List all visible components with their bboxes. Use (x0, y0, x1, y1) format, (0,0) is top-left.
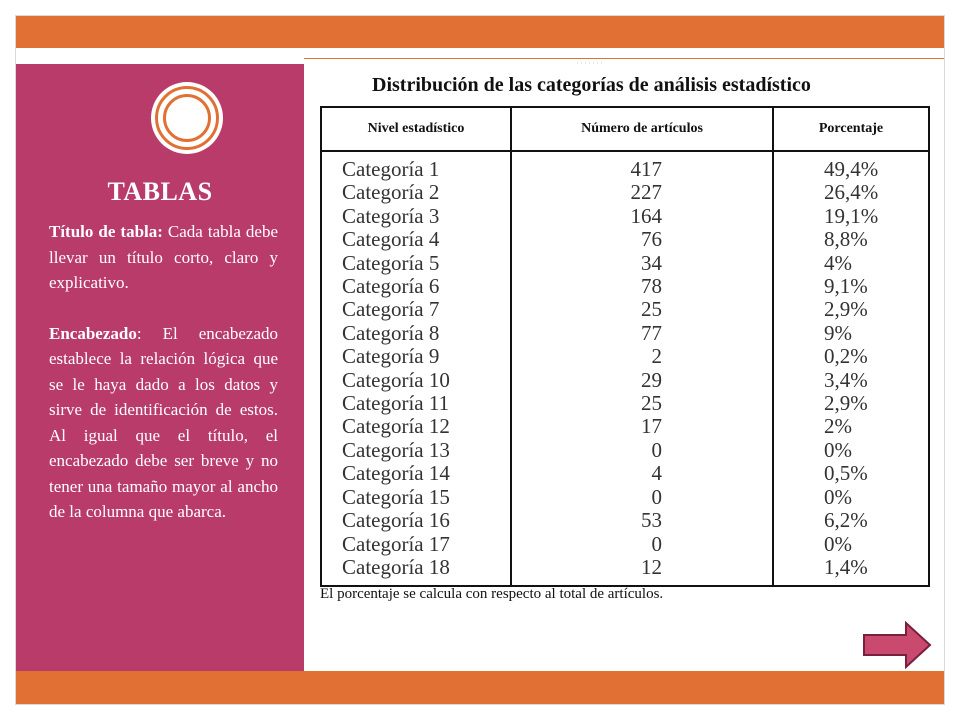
cell-percent: 3,4% (824, 367, 868, 392)
cell-count (511, 556, 773, 586)
cell-category: Categoría 3 (321, 205, 511, 228)
cell-percent: 2,9% (824, 391, 868, 416)
cell-count (511, 392, 773, 415)
cell-count (511, 275, 773, 298)
cell-category: Categoría 16 (321, 509, 511, 532)
cell-category: Categoría 1 (321, 151, 511, 181)
cell-count-value: 17 (641, 414, 662, 439)
cell-count (511, 322, 773, 345)
cell-count (511, 439, 773, 462)
cell-count (511, 252, 773, 275)
cell-count (511, 298, 773, 321)
cell-count-value: 164 (630, 203, 662, 228)
title-paragraph-text: Cada tabla debe llevar un título corto, claro y explicativo. (49, 222, 278, 292)
table-row (321, 462, 929, 485)
cell-count (511, 509, 773, 532)
cell-percent: 2% (824, 414, 852, 439)
title-paragraph-label: Título de tabla: (49, 222, 163, 241)
table-row (321, 252, 929, 275)
data-table (320, 106, 930, 587)
table-header-row (321, 107, 929, 151)
cell-percent: 8,8% (824, 227, 868, 252)
accent-line (304, 58, 944, 59)
cell-count-value: 25 (641, 391, 662, 416)
cell-category: Categoría 4 (321, 228, 511, 251)
cell-category: Categoría 17 (321, 533, 511, 556)
cell-category: Categoría 15 (321, 486, 511, 509)
sidebar-panel (16, 64, 304, 671)
table-row (321, 415, 929, 438)
cell-count (511, 151, 773, 181)
cell-percent: 2,9% (824, 297, 868, 322)
sidebar-text (49, 219, 278, 550)
cell-category: Categoría 11 (321, 392, 511, 415)
cell-count (511, 228, 773, 251)
cell-percent: 9,1% (824, 274, 868, 299)
table-row (321, 298, 929, 321)
table-body (321, 151, 929, 586)
cell-count (511, 462, 773, 485)
table-row (321, 275, 929, 298)
cell-count-value: 417 (630, 157, 662, 181)
cell-category: Categoría 18 (321, 556, 511, 586)
cell-category: Categoría 10 (321, 369, 511, 392)
cell-category: Categoría 12 (321, 415, 511, 438)
header-nivel: Nivel estadístico (321, 107, 511, 151)
title-paragraph (49, 219, 278, 296)
cell-count-value: 0 (651, 531, 662, 556)
cell-percent: 19,1% (824, 203, 879, 228)
cell-category: Categoría 7 (321, 298, 511, 321)
slide-title: TABLAS (107, 177, 213, 206)
top-accent-bar (16, 16, 944, 48)
circle-ornament (155, 86, 219, 150)
cell-percent: 0,5% (824, 461, 868, 486)
bottom-accent-bar (16, 671, 944, 704)
cell-count-value: 77 (641, 320, 662, 345)
table-row (321, 392, 929, 415)
cell-count (511, 205, 773, 228)
cell-percent: 26,4% (824, 180, 879, 205)
cell-count-value: 227 (630, 180, 662, 205)
cell-category: Categoría 8 (321, 322, 511, 345)
table-note: El porcentaje se calcula con respecto al total de artículos. (320, 586, 664, 602)
cell-count (511, 369, 773, 392)
cell-percent: 6,2% (824, 508, 868, 533)
table-row (321, 486, 929, 509)
cell-percent: 0% (824, 484, 852, 509)
cell-count-value: 2 (651, 344, 662, 369)
cell-count-value: 53 (641, 508, 662, 533)
cell-category: Categoría 2 (321, 181, 511, 204)
cell-count-value: 0 (651, 437, 662, 462)
cell-category: Categoría 9 (321, 345, 511, 368)
table-row (321, 181, 929, 204)
header-paragraph-label: Encabezado (49, 323, 137, 343)
right-arrow-icon[interactable] (862, 621, 932, 669)
table-title: Distribución de las categorías de análisis estadístico (372, 74, 811, 96)
cell-count-value: 12 (641, 554, 662, 579)
cell-count-value: 0 (651, 484, 662, 509)
cell-percent: 9% (824, 320, 852, 345)
table-row (321, 228, 929, 251)
cell-count-value: 25 (641, 297, 662, 322)
faint-mark: ······· (576, 58, 604, 68)
cell-category: Categoría 13 (321, 439, 511, 462)
header-paragraph-text: : El encabezado establece la relación lógica que se le haya dado a los datos y sirve de identificación de estos. Al igual que el título, el encabezado debe ser breve y no tener una tamaño mayor al ancho de la columna que abarca. (49, 323, 278, 521)
cell-count-value: 4 (651, 461, 662, 486)
cell-percent: 0,2% (824, 344, 868, 369)
header-porcentaje: Porcentaje (773, 107, 929, 151)
cell-count (511, 415, 773, 438)
table-row (321, 151, 929, 181)
table-row (321, 533, 929, 556)
header-paragraph (49, 321, 278, 525)
table-row (321, 369, 929, 392)
cell-percent: 4% (824, 250, 852, 275)
table-row (321, 205, 929, 228)
cell-category: Categoría 6 (321, 275, 511, 298)
cell-count-value: 34 (641, 250, 662, 275)
cell-count (511, 486, 773, 509)
cell-percent: 0% (824, 437, 852, 462)
table-row (321, 509, 929, 532)
table-row (321, 556, 929, 586)
cell-count (511, 181, 773, 204)
cell-percent: 1,4% (824, 554, 868, 579)
table-row (321, 345, 929, 368)
cell-category: Categoría 14 (321, 462, 511, 485)
table-row (321, 322, 929, 345)
table-row (321, 439, 929, 462)
cell-count-value: 29 (641, 367, 662, 392)
cell-count (511, 345, 773, 368)
cell-percent: 0% (824, 531, 852, 556)
header-numero: Número de artículos (511, 107, 773, 151)
cell-count-value: 78 (641, 274, 662, 299)
cell-count (511, 533, 773, 556)
cell-count-value: 76 (641, 227, 662, 252)
cell-percent: 49,4% (824, 157, 879, 181)
cell-category: Categoría 5 (321, 252, 511, 275)
